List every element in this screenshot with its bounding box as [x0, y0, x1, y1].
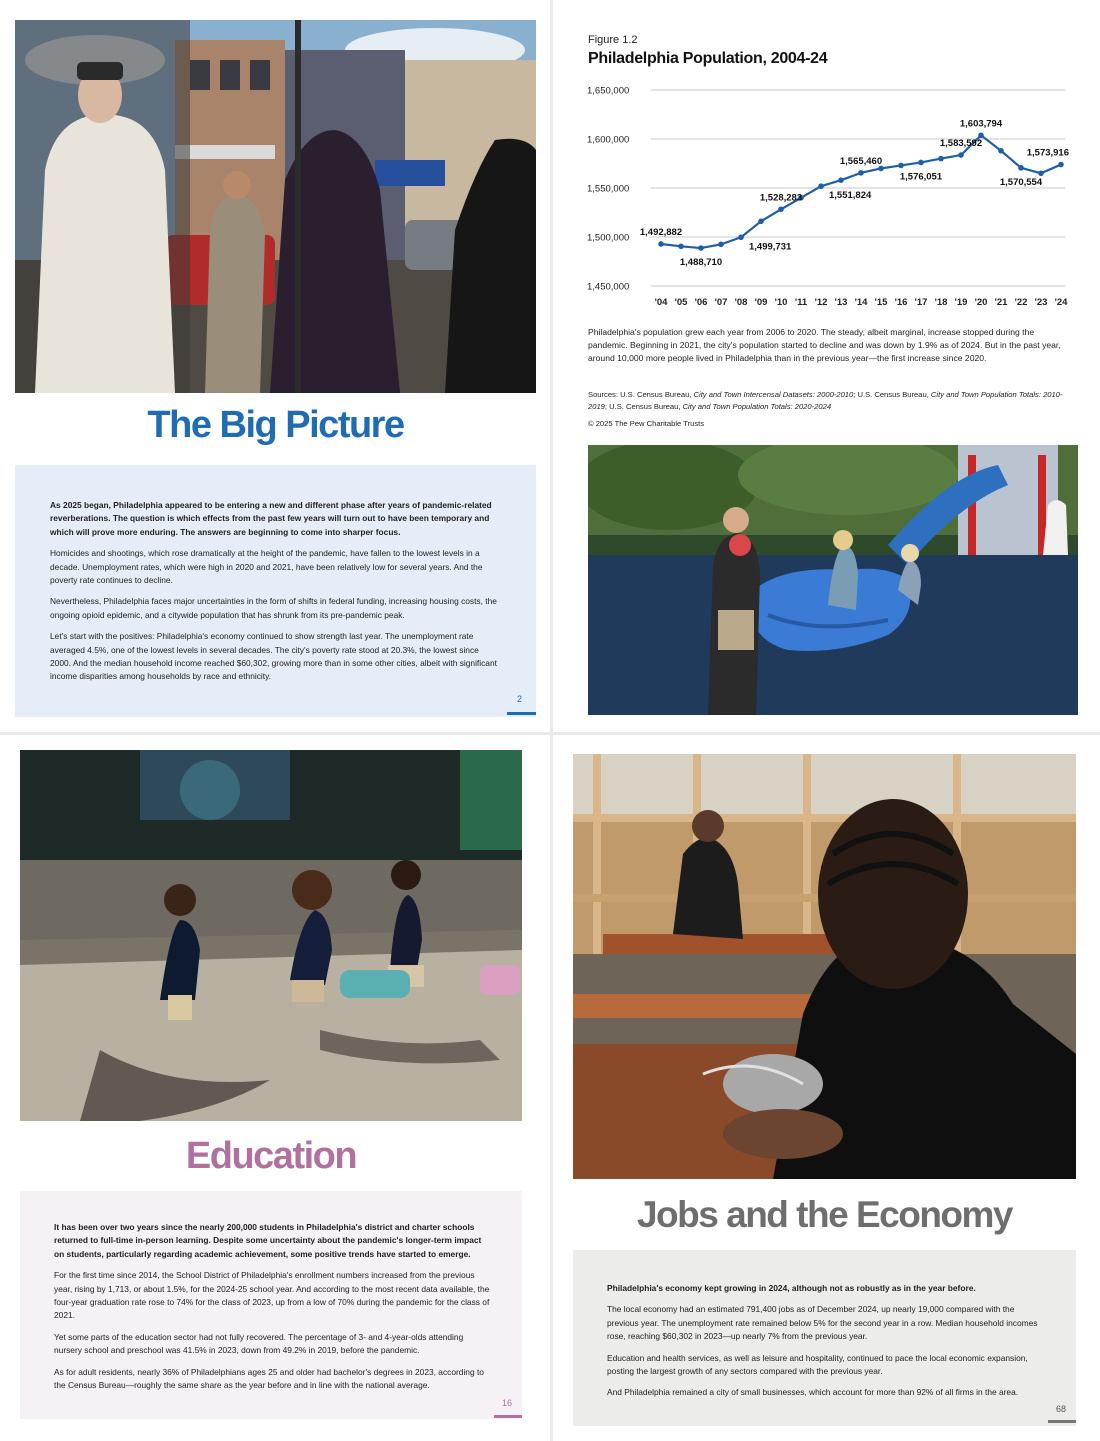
- figure-label: Figure 1.2: [588, 34, 638, 46]
- body-paragraph: Education and health services, as well as leisure and hospitality, continued to pace the local economic expansion, posting the largest growth of any sectors compared with the previous year.: [607, 1352, 1028, 1377]
- source-fragment: Sources: U.S. Census Bureau,: [588, 390, 694, 399]
- lead-paragraph: Philadelphia's economy kept growing in 2024, although not as robustly as in the year before.: [607, 1283, 976, 1293]
- data-point: [858, 170, 864, 176]
- data-point: [738, 234, 744, 240]
- intro-text-box: [15, 465, 536, 717]
- lead-paragraph: As 2025 began, Philadelphia appeared to be entering a new and different phase after years of pandemic-related reverberations. The question is which effects from the past few years will turn out to have been temporary and which will prove more enduring. The answers are beginning to come into sharper focus.: [50, 500, 492, 537]
- y-tick-label: 1,650,000: [587, 85, 630, 97]
- x-tick-label: '08: [734, 297, 748, 308]
- data-point: [778, 206, 784, 212]
- data-point: [998, 148, 1004, 154]
- figure-title: Philadelphia Population, 2004-24: [588, 50, 828, 67]
- body-paragraph: The local economy had an estimated 791,400 jobs as of December 2024, up nearly 19,000 compared with the previous year. The unemployment rate remained below 5% for the second year in a row. Median household incomes rose, reaching $60,302 in 2023—up nearly 7% from the previous year.: [607, 1304, 1038, 1342]
- section-title: Education: [185, 1135, 357, 1177]
- x-tick-label: '13: [834, 297, 848, 308]
- lead-paragraph: It has been over two years since the nearly 200,000 students in Philadelphia's district and charter schools returned to full-time in-person learning. Despite some uncertainty about the pandemic's longer-term impact on students, particularly regarding academic achievement, some positive trends have started to emerge.: [54, 1222, 482, 1259]
- x-tick-label: '21: [994, 297, 1008, 308]
- x-tick-label: '10: [774, 297, 788, 308]
- body-paragraph: Homicides and shootings, which rose dramatically at the height of the pandemic, have fallen to the lowest levels in a decade. Unemployment rates, which were high in 2020 and 2021, have been relatively low for several years. And the poverty rate continues to decline.: [50, 548, 483, 586]
- body-paragraph: As for adult residents, nearly 36% of Philadelphians ages 25 and older had bachelor's degrees in 2023, according to the Census Bureau—roughly the same share as the year before and in line with the national average.: [54, 1366, 484, 1391]
- population-line-chart: [583, 78, 1073, 314]
- data-point: [678, 244, 684, 250]
- figure-caption: Philadelphia's population grew each year from 2006 to 2020. The steady, albeit marginal, increase stopped during the pandemic. Beginning in 2021, the city's population started to decline and was down by 1.9% as of 2024. But in the past year, around 10,000 more people lived in Philadelphia than in the previous year—the first increase since 2020.: [588, 327, 1061, 364]
- figure-sources: [588, 389, 1073, 413]
- source-fragment: ; U.S. Census Bureau,: [604, 401, 683, 411]
- body-paragraph: And Philadelphia remained a city of small businesses, which account for more than 92% of all firms in the area.: [607, 1387, 1019, 1398]
- x-tick-label: '04: [654, 297, 668, 308]
- workshop-photo: [573, 754, 1076, 1179]
- data-point: [698, 245, 704, 251]
- page-number-bar: [494, 1415, 522, 1418]
- page-figure: [553, 0, 1100, 732]
- data-label: 1,570,554: [999, 176, 1043, 188]
- x-tick-label: '15: [874, 297, 888, 308]
- x-tick-label: '20: [974, 297, 988, 308]
- intro-text-box: [573, 1250, 1076, 1426]
- data-point: [838, 177, 844, 183]
- data-point: [1058, 162, 1064, 168]
- x-tick-label: '23: [1034, 297, 1048, 308]
- intro-text-box: [20, 1191, 522, 1419]
- source-fragment: ; U.S. Census Bureau,: [853, 390, 931, 399]
- data-label: 1,573,916: [1026, 147, 1069, 159]
- data-label: 1,576,051: [899, 171, 943, 183]
- x-tick-label: '05: [674, 297, 688, 308]
- x-tick-label: '22: [1014, 297, 1028, 308]
- x-tick-label: '17: [914, 297, 928, 308]
- data-point: [658, 241, 664, 247]
- x-tick-label: '16: [894, 297, 908, 308]
- body-paragraph: Let's start with the positives: Philadelphia's economy continued to show strength last year. The unemployment rate averaged 4.5%, one of the lowest levels in several decades. The city's poverty rate stood at 20.3%, the lowest since 2000. And the median household income reached $60,302, growing more than in some other cities, albeit with significant income disparities among households by race and ethnicity.: [50, 631, 497, 682]
- x-tick-label: '12: [814, 297, 828, 308]
- body-paragraph: Nevertheless, Philadelphia faces major uncertainties in the form of shifts in federal funding, increasing housing costs, the ongoing opioid epidemic, and a citywide population that has shrunk from its pre-pandemic peak.: [50, 596, 497, 620]
- page-big-picture: [0, 0, 550, 732]
- children-running-photo: [20, 750, 522, 1121]
- data-label: 1,499,731: [749, 241, 792, 253]
- data-label: 1,565,460: [839, 155, 883, 167]
- source-fragment: City and Town Population Totals: 2010-2019: [588, 390, 1063, 411]
- x-tick-label: '09: [754, 297, 768, 308]
- y-tick-label: 1,600,000: [587, 134, 630, 146]
- page-number-bar: [1048, 1420, 1076, 1423]
- source-fragment: City and Town Population Totals: 2020-2024: [682, 401, 832, 411]
- body-paragraph: Yet some parts of the education sector had not fully recovered. The percentage of 3- and 4-year-olds attending nursery school and preschool was 41.5% in 2023, down from 49.2% in 2019, before the pandemic.: [54, 1331, 464, 1356]
- data-label: 1,583,592: [939, 138, 983, 150]
- data-label: 1,603,794: [959, 118, 1003, 130]
- y-tick-label: 1,450,000: [587, 281, 630, 293]
- x-tick-label: '07: [714, 297, 728, 308]
- data-point: [1038, 171, 1044, 177]
- data-point: [718, 242, 724, 248]
- page-number-bar: [507, 712, 536, 715]
- street-scene-photo: [15, 20, 536, 393]
- page-jobs: [553, 735, 1100, 1441]
- x-tick-label: '18: [934, 297, 948, 308]
- data-point: [758, 219, 764, 225]
- y-tick-label: 1,500,000: [587, 232, 630, 244]
- data-point: [918, 160, 924, 166]
- section-title: Jobs and the Economy: [636, 1194, 1012, 1235]
- x-tick-label: '11: [794, 297, 808, 308]
- data-label: 1,492,882: [639, 226, 683, 238]
- x-tick-label: '19: [954, 297, 968, 308]
- copyright: © 2025 The Pew Charitable Trusts: [588, 419, 705, 428]
- x-tick-label: '24: [1054, 297, 1068, 308]
- data-point: [898, 163, 904, 169]
- page-number: 68: [1056, 1404, 1067, 1414]
- x-tick-label: '14: [854, 297, 868, 308]
- body-paragraph: For the first time since 2014, the School District of Philadelphia's enrollment numbers increased from the previous year, rising by 1,713, or about 1.5%, for the 2024-25 school year. And according to the most recent data available, the four-year graduation rate rose to 74% for the class of 2023, up from a low of 70% during the pandemic for the class of 2021.: [54, 1270, 490, 1321]
- page-education: [0, 735, 550, 1441]
- data-label: 1,551,824: [829, 190, 872, 202]
- data-point: [1018, 165, 1024, 171]
- x-tick-label: '06: [694, 297, 708, 308]
- page-number: 16: [502, 1398, 513, 1408]
- data-label: 1,488,710: [679, 257, 723, 269]
- data-point: [938, 156, 944, 162]
- data-label: 1,528,283: [759, 192, 803, 204]
- playground-photo: [588, 445, 1078, 715]
- page-number: 2: [517, 694, 523, 704]
- data-point: [818, 183, 824, 189]
- data-point: [958, 152, 964, 158]
- section-title: The Big Picture: [147, 404, 404, 446]
- source-fragment: City and Town Intercensal Datasets: 2000-2010: [693, 390, 854, 399]
- y-tick-label: 1,550,000: [587, 183, 630, 195]
